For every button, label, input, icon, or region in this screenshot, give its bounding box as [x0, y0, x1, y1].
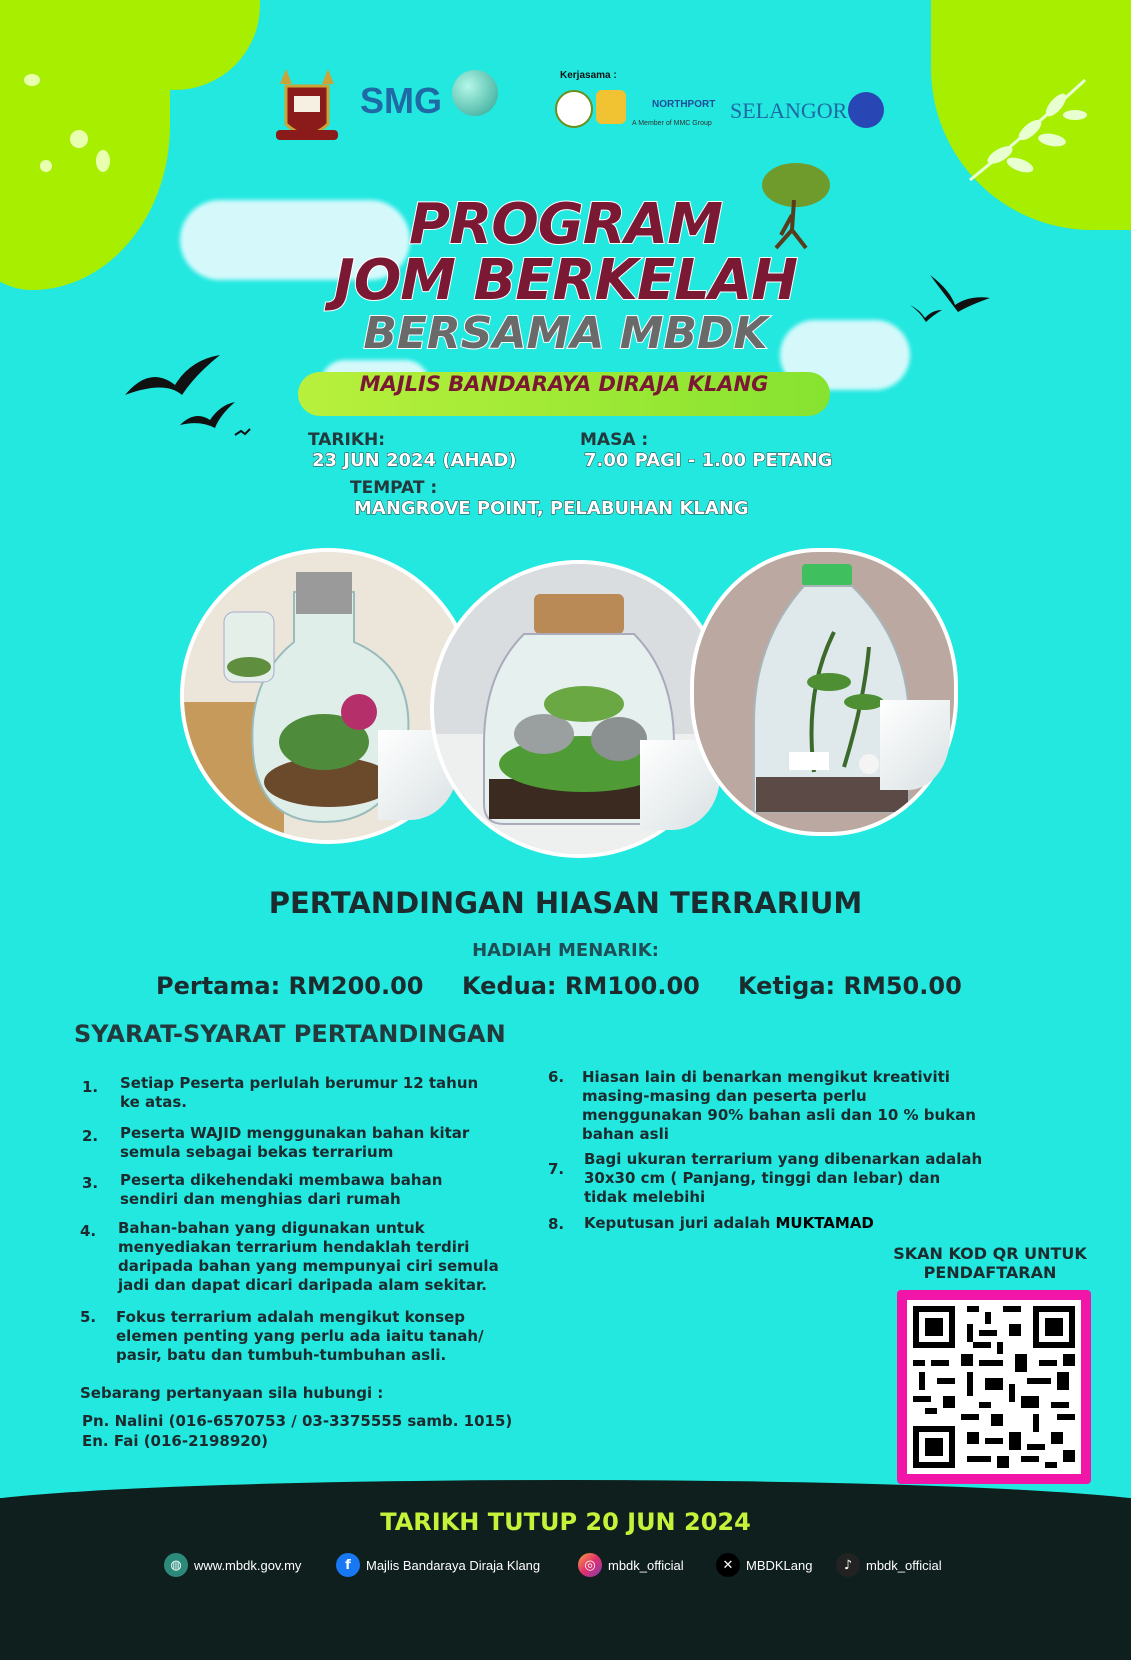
decor-dot — [24, 74, 40, 86]
rule-text: Peserta WAJID menggunakan bahan kitar semula sebagai bekas terrarium — [120, 1124, 470, 1161]
prize-third — [738, 972, 962, 1000]
rule-text: Hiasan lain di benarkan mengikut kreativiti masing-masing dan peserta perlu menggunakan 90% bahan asli dan 10 % bukan bahan asli — [582, 1068, 976, 1143]
prize-value: RM200.00 — [288, 972, 424, 1000]
organizer-pill: MAJLIS BANDARAYA DIRAJA KLANG — [298, 372, 830, 416]
social-text: mbdk_official — [608, 1557, 684, 1573]
title-line3: BERSAMA MBDK — [363, 308, 768, 359]
smg-swirl-icon — [452, 70, 498, 116]
rule-number: 3. — [82, 1174, 99, 1192]
rule-text-main: Keputusan juri adalah — [584, 1214, 776, 1232]
social-facebook[interactable] — [336, 1552, 540, 1578]
terrarium-photo-bottle — [690, 548, 958, 836]
rules-title: SYARAT-SYARAT PERTANDINGAN — [74, 1020, 506, 1048]
social-text: www.mbdk.gov.my — [194, 1557, 302, 1573]
rule-number: 7. — [548, 1160, 565, 1178]
decor-dot — [70, 130, 88, 148]
kerjasama-label: Kerjasama : — [560, 70, 617, 81]
tarikh-value: 23 JUN 2024 (AHAD) — [312, 450, 517, 471]
prize-first — [156, 972, 424, 1000]
decor-dot — [40, 160, 52, 172]
prize-label: Kedua: — [462, 972, 557, 1000]
tempat-value: MANGROVE POINT, PELABUHAN KLANG — [354, 498, 749, 519]
social-text: MBDKLang — [746, 1557, 813, 1573]
qr-code-icon — [907, 1300, 1081, 1474]
prize-value: RM50.00 — [843, 972, 962, 1000]
leaves-branch-icon — [960, 70, 1090, 190]
competition-title: PERTANDINGAN HIASAN TERRARIUM — [268, 886, 863, 920]
prize-label: Ketiga: — [738, 972, 836, 1000]
instagram-icon: ◎ — [578, 1553, 602, 1577]
birds-left-icon — [120, 350, 260, 450]
northport-sub: A Member of MMC Group — [632, 120, 712, 127]
rule-text: Setiap Peserta perlulah berumur 12 tahun ke atas. — [120, 1074, 479, 1111]
rule-text: Fokus terrarium adalah mengikut konsep elemen penting yang perlu ada iaitu tanah/ pasir, batu dan tumbuh-tumbuhan asli. — [116, 1308, 484, 1364]
rule-text — [584, 1214, 984, 1233]
title-line1: PROGRAM — [409, 192, 722, 257]
social-website[interactable] — [164, 1552, 301, 1578]
mbdk-crest-logo — [272, 64, 342, 148]
partner-logo-5 — [848, 92, 884, 128]
rule-text-bold: MUKTAMAD — [775, 1214, 874, 1232]
closing-date: TARIKH TUTUP 20 JUN 2024 — [380, 1508, 751, 1536]
x-icon: ✕ — [716, 1553, 740, 1577]
social-instagram[interactable] — [578, 1552, 684, 1578]
tiktok-icon: ♪ — [836, 1553, 860, 1577]
smg-logo: SMG — [360, 80, 443, 121]
tempat-label: TEMPAT : — [350, 478, 438, 498]
registration-qr-code[interactable] — [897, 1290, 1091, 1484]
decor-dot — [96, 150, 110, 172]
northport-logo: NORTHPORT — [652, 99, 716, 110]
contact-nalini: Pn. Nalini (016-6570753 / 03-3375555 samb. 1015) — [82, 1412, 513, 1430]
rule-text: Peserta dikehendaki membawa bahan sendiri dan menghias dari rumah — [120, 1171, 443, 1208]
tarikh-label: TARIKH: — [308, 430, 386, 450]
rule-text: Bagi ukuran terrarium yang dibenarkan adalah 30x30 cm ( Panjang, tinggi dan lebar) dan tidak melebihi — [584, 1150, 983, 1206]
title-line2: JOM BERKELAH — [333, 248, 798, 313]
facebook-icon: f — [336, 1553, 360, 1577]
prize-second — [462, 972, 700, 1000]
masa-value: 7.00 PAGI - 1.00 PETANG — [584, 450, 833, 471]
partner-logo-1 — [555, 90, 593, 128]
qr-title: SKAN KOD QR UNTUK PENDAFTARAN — [893, 1244, 1087, 1282]
partner-logo-2 — [596, 90, 626, 124]
rule-number: 2. — [82, 1127, 99, 1145]
page-curl — [880, 700, 950, 790]
rule-text: Bahan-bahan yang digunakan untuk menyediakan terrarium hendaklah terdiri daripada bahan yang mempunyai ciri semula jadi dan dapat dicari daripada alam sekitar. — [118, 1219, 499, 1294]
tourism-selangor-logo: SELANGOR — [730, 98, 848, 123]
social-text: Majlis Bandaraya Diraja Klang — [366, 1557, 541, 1573]
rule-number: 6. — [548, 1068, 565, 1086]
hadiah-label: HADIAH MENARIK: — [472, 940, 659, 961]
contact-heading: Sebarang pertanyaan sila hubungi : — [80, 1384, 384, 1402]
rule-number: 4. — [80, 1222, 97, 1240]
social-text: mbdk_official — [866, 1557, 942, 1573]
masa-label: MASA : — [580, 430, 649, 450]
rule-number: 1. — [82, 1078, 99, 1096]
contact-fai: En. Fai (016-2198920) — [82, 1432, 269, 1450]
globe-icon: ◍ — [164, 1553, 188, 1577]
prize-label: Pertama: — [156, 972, 281, 1000]
rule-number: 5. — [80, 1308, 97, 1326]
rule-number: 8. — [548, 1215, 565, 1233]
prize-value: RM100.00 — [564, 972, 700, 1000]
social-x[interactable] — [716, 1552, 812, 1578]
social-tiktok[interactable] — [836, 1552, 942, 1578]
